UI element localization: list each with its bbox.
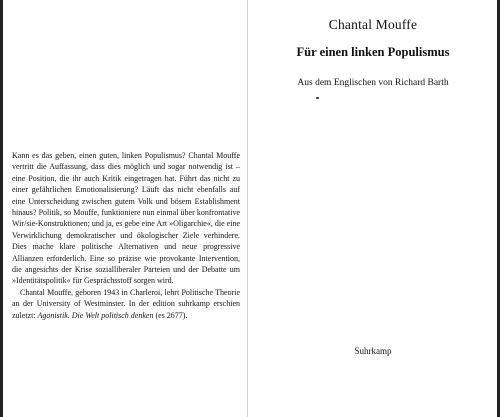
print-speck — [316, 97, 319, 99]
author-bio-text: Chantal Mouffe, geboren 1943 in Charleroi, lehrt Politische Theorie an der University of Westminster. In der edition suhrkamp erschien zuletzt: — [12, 287, 240, 320]
book-series-number: (es 2677). — [153, 310, 188, 320]
author-bio-paragraph — [12, 287, 240, 321]
blurb-paragraph-1: Kann es das geben, einen guten, linken Populismus? Chantal Mouffe vertritt die Auffassung, dass dies möglich und sogar notwendig ist – eine Position, die ihr auch Kritik eingetragen hat. Führt das nicht zu einer gefährlichen Emotionalisierung? Läuft das nicht ebenfalls auf eine Unterscheidung zwischen gutem Volk und bösem Establishment hinaus? Politik, so Mouffe, funktioniere nun einmal über konfrontative Wir/sie-Konstruktionen; und ja, es gebe eine Art »Oligarchie«, die eine Verwirklichung demokratischer und ökologischer Ziele verhindere. Dies mache klare politische Alternativen und neue progressive Allianzen erforderlich. Eine so präzise wie provokante Intervention, die angesichts der Krise sozialliberaler Parteien und der Debatte um »Identitätspolitik« für Gesprächsstoff sorgen wird. — [12, 151, 240, 286]
book-gutter — [247, 0, 248, 417]
book-title: Für einen linken Populismus — [296, 45, 450, 59]
translator-credit: Aus dem Englischen von Richard Barth — [297, 78, 449, 88]
right-page — [250, 0, 496, 417]
book-title-reference: Agonistik. Die Welt politisch denken — [37, 310, 154, 320]
left-page — [6, 0, 246, 417]
scan-edge-left — [0, 0, 3, 417]
author-name: Chantal Mouffe — [328, 17, 418, 32]
back-blurb — [12, 150, 240, 321]
publisher-name: Suhrkamp — [354, 346, 392, 356]
